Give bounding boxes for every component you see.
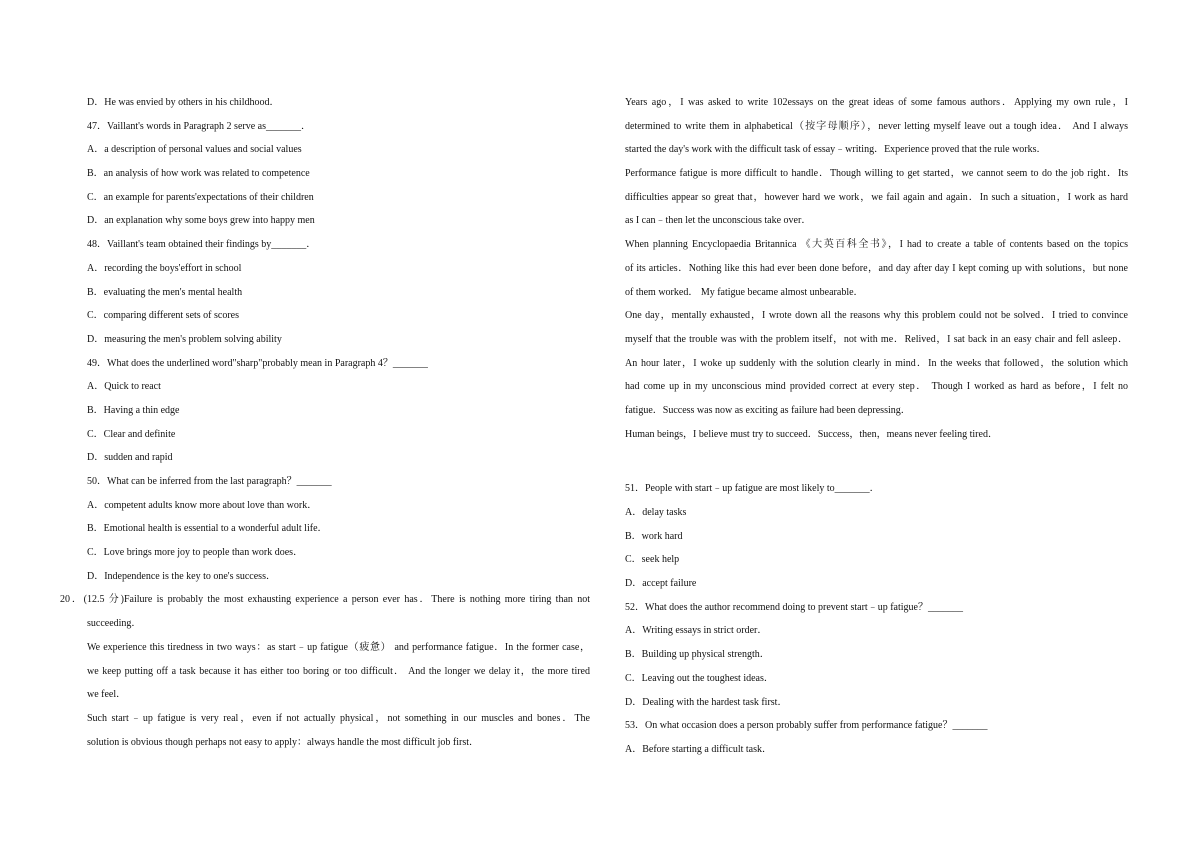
option-48-a: A．recording the boys'effort in school bbox=[87, 262, 242, 274]
passage-line: we feel． bbox=[87, 689, 127, 701]
option-47-c: C．an example for parents'expectations of their children bbox=[87, 191, 314, 203]
question-53: 53．On what occasion does a person probably suffer from performance fatigue？_______ bbox=[625, 720, 988, 732]
passage-line: solution is obvious though perhaps not easy to apply：always handle the most difficult job first． bbox=[87, 736, 479, 748]
passage-line: Performance fatigue is more difficult to handle．Though willing to get started，we cannot seem to do the job right．Its bbox=[625, 168, 1128, 180]
passage-line: Such start﹣up fatigue is very real，even if not actually physical，not something in our muscles and bones．The bbox=[87, 712, 590, 724]
option-47-d: D．an explanation why some boys grew into happy men bbox=[87, 215, 315, 227]
question-49: 49．What does the underlined word"sharp"probably mean in Paragraph 4？_______ bbox=[87, 357, 428, 369]
question-51: 51．People with start﹣up fatigue are most likely to_______． bbox=[625, 483, 880, 495]
option-49-d: D．sudden and rapid bbox=[87, 452, 173, 464]
option-52-c: C．Leaving out the toughest ideas． bbox=[625, 672, 774, 684]
question-48: 48．Vaillant's team obtained their findings by_______． bbox=[87, 239, 317, 251]
option-50-b: B．Emotional health is essential to a wonderful adult life． bbox=[87, 523, 328, 535]
passage-line: of them worked． My fatigue became almost unbearable． bbox=[625, 286, 864, 298]
question-20-heading: 20．(12.5 分)Failure is probably the most exhausting experience a person ever has．There is nothing more tiring than not bbox=[60, 594, 590, 606]
passage-line: had come up in my unconscious mind provided correct at every step． Though I worked as hard as before，I felt no bbox=[625, 381, 1128, 393]
option-47-a: A．a description of personal values and social values bbox=[87, 144, 302, 156]
option-51-c: C．seek help bbox=[625, 554, 680, 566]
option-52-a: A．Writing essays in strict order． bbox=[625, 625, 768, 637]
option-51-b: B．work hard bbox=[625, 530, 683, 542]
option-50-d: D．Independence is the key to one's success． bbox=[87, 570, 276, 582]
question-50: 50．What can be inferred from the last paragraph？_______ bbox=[87, 476, 332, 487]
option-48-c: C．comparing different sets of scores bbox=[87, 310, 239, 322]
passage-line: myself that the trouble was with the problem itself，not with me．Relived，I sat back in an easy chair and fell asleep． bbox=[625, 333, 1128, 345]
option-49-a: A．Quick to react bbox=[87, 381, 161, 393]
question-47: 47．Vaillant's words in Paragraph 2 serve as_______． bbox=[87, 120, 311, 132]
passage-line: succeeding． bbox=[87, 618, 142, 630]
option-52-d: D．Dealing with the hardest task first． bbox=[625, 696, 788, 708]
passage-line: started the day's work with the difficult task of essay﹣writing．Experience proved that the rule works． bbox=[625, 144, 1047, 156]
option-53-a: A．Before starting a difficult task． bbox=[625, 743, 773, 755]
option-48-b: B．evaluating the men's mental health bbox=[87, 286, 243, 298]
option-48-d: D．measuring the men's problem solving ability bbox=[87, 333, 282, 345]
passage-line: difficulties appear so great that，however hard we work，we fail again and again．In such a situation，I work as hard bbox=[625, 191, 1128, 203]
option-52-b: B．Building up physical strength． bbox=[625, 649, 770, 661]
text-line: D．He was envied by others in his childhood． bbox=[87, 97, 280, 108]
passage-line: fatigue．Success was now as exciting as failure had been depressing． bbox=[625, 404, 911, 416]
passage-line: Human beings，I believe must try to succeed．Success，then，means never feeling tired． bbox=[625, 428, 998, 440]
passage-line: When planning Encyclopaedia Britannica 《大英百科全书》，I had to create a table of contents based on the topics bbox=[625, 239, 1128, 251]
passage-line: we keep putting off a task because it has either too boring or too difficult． And the longer we delay it，the more tired bbox=[87, 665, 590, 677]
passage-line: as I can﹣then let the unconscious take over． bbox=[625, 215, 812, 227]
option-50-c: C．Love brings more joy to people than work does． bbox=[87, 547, 304, 559]
option-51-a: A．delay tasks bbox=[625, 507, 687, 518]
passage-line: An hour later，I woke up suddenly with the solution clearly in mind．In the weeks that followed，the solution which bbox=[625, 357, 1128, 369]
option-49-b: B．Having a thin edge bbox=[87, 404, 180, 416]
right-column bbox=[625, 91, 1128, 762]
passage-line: of its articles．Nothing like this had ever been done before，and day after day I kept coming up with solutions，but none bbox=[625, 262, 1128, 274]
passage-line: One day，mentally exhausted，I wrote down all the reasons why this problem could not be solved．I tried to convince bbox=[625, 310, 1128, 322]
option-50-a: A．competent adults know more about love than work． bbox=[87, 499, 318, 511]
option-47-b: B．an analysis of how work was related to competence bbox=[87, 168, 310, 180]
left-column bbox=[60, 91, 590, 754]
passage-line: determined to write them in alphabetical（按字母顺序），never letting myself leave out a tough idea． And I always bbox=[625, 120, 1128, 132]
option-49-c: C．Clear and definite bbox=[87, 428, 176, 440]
spacer bbox=[625, 446, 1128, 477]
question-52: 52．What does the author recommend doing to prevent start﹣up fatigue？_______ bbox=[625, 601, 963, 613]
passage-line: We experience this tiredness in two ways：as start﹣up fatigue（疲惫） and performance fatigue．In the former case， bbox=[87, 641, 590, 653]
passage-line: Years ago，I was asked to write 102essays on the great ideas of some famous authors．Applying my own rule，I bbox=[625, 97, 1128, 108]
option-51-d: D．accept failure bbox=[625, 578, 697, 590]
